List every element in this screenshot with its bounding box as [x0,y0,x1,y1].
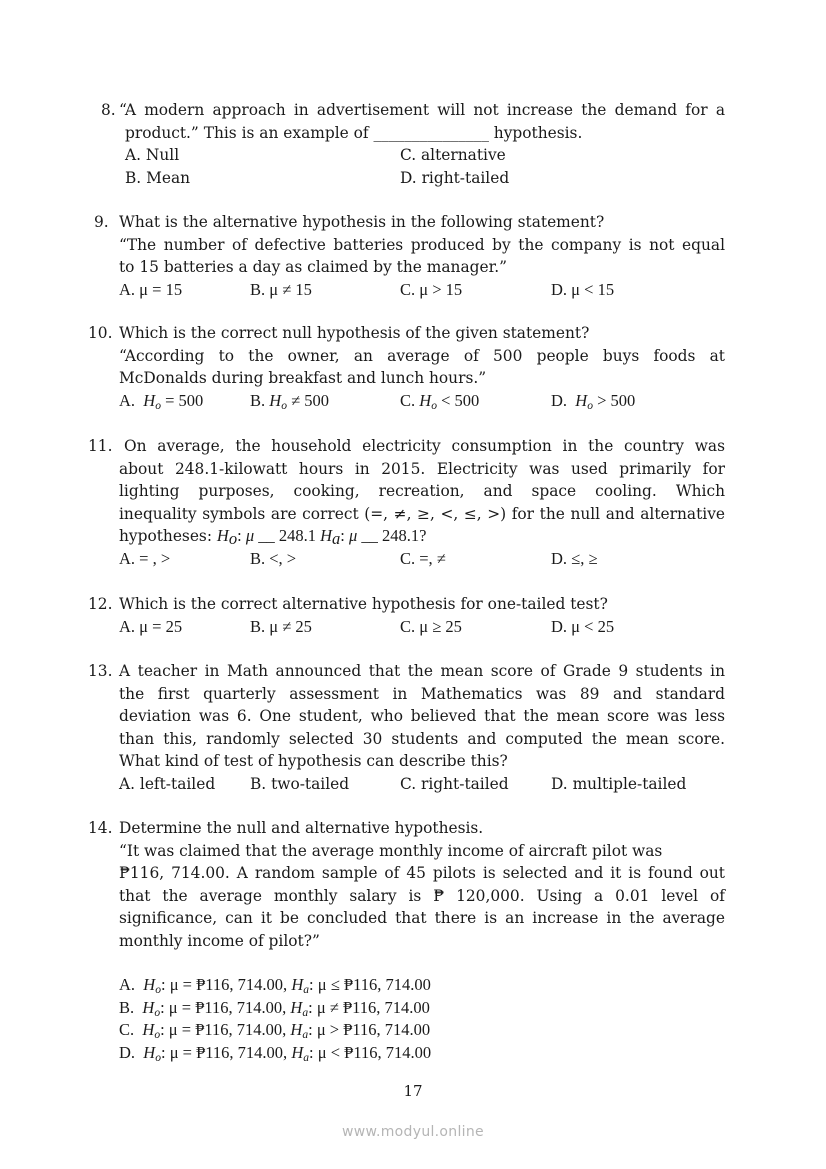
question-number: 13. [88,662,113,680]
option-c: C. $H_o < 500$ [400,390,480,412]
option-c: C. right-tailed [400,774,509,793]
question-number: 12. [88,595,113,613]
option-c: C. =, ≠ [400,548,446,568]
question-text-line: inequality symbols are correct (=, ≠, ≥, <, ≤, >) for the null and alternative [119,504,725,523]
question-text-line: about 248.1-kilowatt hours in 2015. Electricity was used primarily for [119,459,725,478]
option-d: D. $H_o$: μ = ₱116, 714.00, $H_a$: μ < ₱116, 714.00 [119,1042,432,1064]
option-b: B. $H_o \ne 500$ [250,390,330,412]
option-a: A. left-tailed [119,774,216,793]
option-d: D. $H_o > 500$ [551,390,636,412]
question-stem: Determine the null and alternative hypothesis. [119,819,484,837]
question-stem: What is the alternative hypothesis in the following statement? [119,213,605,231]
question-text-line: What kind of test of hypothesis can describe this? [119,752,508,770]
option-d: D. multiple-tailed [551,774,687,793]
question-text-line: hypotheses: $H_o$: μ __ 248.1 $H_a$: μ __ 248.1? [119,526,427,548]
question-text-line: product.” This is an example of _______________ hypothesis. [125,123,583,142]
question-text-line: than this, randomly selected 30 students and computed the mean score. [119,729,725,748]
option-b: B. Mean [125,168,191,187]
option-c: C. μ ≥ 25 [400,616,462,636]
question-text-line: deviation was 6. One student, who believed that the mean score was less [119,707,725,725]
question-number: 10. [88,324,113,342]
option-d: D. ≤, ≥ [551,548,598,568]
page-number: 17 [403,1082,423,1100]
question-text-line: to 15 batteries a day as claimed by the manager.” [119,258,508,276]
question-number: 14. [88,819,113,837]
question-text-line: ₱116, 714.00. A random sample of 45 pilots is selected and it is found out [119,864,725,882]
question-text-line: McDonalds during breakfast and lunch hours.” [119,369,487,387]
question-stem: Which is the correct null hypothesis of the given statement? [119,324,590,342]
option-b: B. $H_o$: μ = ₱116, 714.00, $H_a$: μ ≠ ₱116, 714.00 [119,997,430,1019]
question-text-line: “A modern approach in advertisement will not increase the demand for a [119,101,725,119]
option-a: A. $H_o$: μ = ₱116, 714.00, $H_a$: μ ≤ ₱116, 714.00 [119,975,431,996]
question-text-line: monthly income of pilot?” [119,931,320,950]
question-number: 8. [101,101,116,119]
question-text-line: the first quarterly assessment in Mathematics was 89 and standard [119,684,725,703]
option-c: C. μ > 15 [400,279,463,299]
question-text-line: significance, can it be concluded that there is an increase in the average [119,909,725,927]
option-b: B. <, > [250,548,297,568]
option-c: C. $H_o$: μ = ₱116, 714.00, $H_a$: μ > ₱116, 714.00 [119,1020,431,1041]
option-c: C. alternative [400,146,506,164]
option-a: A. = , > [119,548,171,568]
option-a: A. $H_o = 500$ [119,390,204,412]
question-text-line: On average, the household electricity consumption in the country was [124,437,725,455]
option-a: A. μ = 15 [119,279,183,299]
question-text-line: A teacher in Math announced that the mean score of Grade 9 students in [119,662,725,680]
option-b: B. two-tailed [250,774,350,793]
option-b: B. μ ≠ 15 [250,279,312,299]
question-text-line: that the average monthly salary is ₱ 120,000. Using a 0.01 level of [119,886,725,905]
option-d: D. right-tailed [400,168,510,187]
question-number: 11. [88,437,113,455]
option-a: A. μ = 25 [119,616,183,636]
watermark: www.modyul.online [342,1124,484,1140]
question-stem: Which is the correct alternative hypothesis for one-tailed test? [119,595,608,613]
question-number: 9. [94,213,109,231]
question-text-line: “The number of defective batteries produced by the company is not equal [119,235,725,254]
option-a: A. Null [125,146,180,164]
option-d: D. μ < 15 [551,279,615,299]
question-text-line: lighting purposes, cooking, recreation, and space cooling. Which [119,482,725,500]
option-b: B. μ ≠ 25 [250,616,312,636]
question-text-line: “According to the owner, an average of 500 people buys foods at [119,346,725,365]
option-d: D. μ < 25 [551,616,615,636]
question-text-line: “It was claimed that the average monthly income of aircraft pilot was [119,841,663,860]
